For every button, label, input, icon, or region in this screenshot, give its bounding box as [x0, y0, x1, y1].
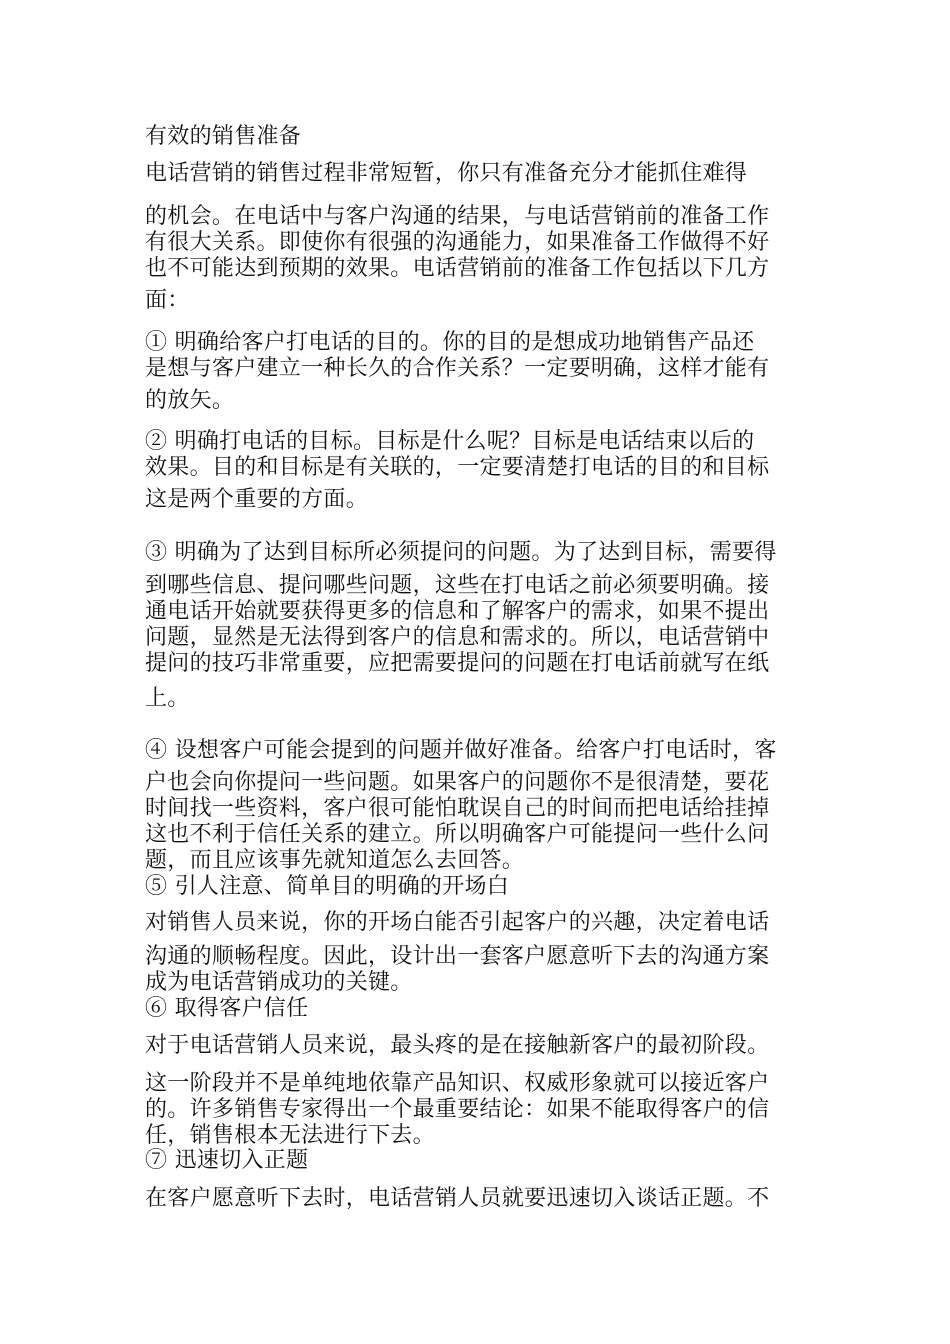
text-line: 电话营销的销售过程非常短暂，你只有准备充分才能抓住难得 — [145, 161, 748, 186]
text-line: 到哪些信息、提问哪些问题，这些在打电话之前必须要明确。接 — [145, 573, 770, 598]
text-line: ④ 设想客户可能会提到的问题并做好准备。给客户打电话时，客 — [145, 738, 777, 763]
text-line: 任，销售根本无法进行下去。 — [145, 1123, 435, 1148]
text-line: 的放矢。 — [145, 388, 235, 413]
text-line: ⑦ 迅速切入正题 — [145, 1148, 309, 1173]
text-line: 问题，显然是无法得到客户的信息和需求的。所以，电话营销中 — [145, 625, 770, 650]
text-line: 对销售人员来说，你的开场白能否引起客户的兴趣，决定着电话 — [145, 910, 770, 935]
document-title: 有效的销售准备 — [145, 124, 302, 149]
text-line: 这是两个重要的方面。 — [145, 487, 369, 512]
text-line: ⑥ 取得客户信任 — [145, 996, 309, 1021]
text-line: 成为电话营销成功的关键。 — [145, 970, 413, 995]
text-line: 这一阶段并不是单纯地依靠产品知识、权威形象就可以接近客户 — [145, 1071, 770, 1096]
text-line: 上。 — [145, 686, 190, 711]
text-line: 时间找一些资料，客户很可能怕耽误自己的时间而把电话给挂掉 — [145, 796, 770, 821]
text-line: 通电话开始就要获得更多的信息和了解客户的需求，如果不提出 — [145, 599, 770, 624]
text-line: 效果。目的和目标是有关联的，一定要清楚打电话的目的和目标 — [145, 455, 770, 480]
text-line: 有很大关系。即使你有很强的沟通能力，如果准备工作做得不好 — [145, 230, 770, 255]
text-line: 对于电话营销人员来说，最头疼的是在接触新客户的最初阶段。 — [145, 1033, 770, 1058]
text-line: 也不可能达到预期的效果。电话营销前的准备工作包括以下几方 — [145, 256, 770, 281]
text-line: ③ 明确为了达到目标所必须提问的问题。为了达到目标，需要得 — [145, 540, 777, 565]
text-line: 在客户愿意听下去时，电话营销人员就要迅速切入谈话正题。不 — [145, 1186, 770, 1211]
text-line: ② 明确打电话的目标。目标是什么呢？目标是电话结束以后的 — [145, 429, 755, 454]
text-line: 的机会。在电话中与客户沟通的结果，与电话营销前的准备工作 — [145, 204, 770, 229]
text-line: 提问的技巧非常重要，应把需要提问的问题在打电话前就写在纸 — [145, 651, 770, 676]
text-line: 题，而且应该事先就知道怎么去回答。 — [145, 848, 525, 873]
text-line: ⑤ 引人注意、简单目的明确的开场白 — [145, 874, 510, 899]
text-line: 是想与客户建立一种长久的合作关系？一定要明确，这样才能有 — [145, 356, 770, 381]
text-line: 的。许多销售专家得出一个最重要结论：如果不能取得客户的信 — [145, 1097, 770, 1122]
text-line: ① 明确给客户打电话的目的。你的目的是想成功地销售产品还 — [145, 330, 755, 355]
text-line: 面： — [145, 288, 190, 313]
text-line: 这也不利于信任关系的建立。所以明确客户可能提问一些什么问 — [145, 822, 770, 847]
text-line: 沟通的顺畅程度。因此，设计出一套客户愿意听下去的沟通方案 — [145, 944, 770, 969]
text-line: 户也会向你提问一些问题。如果客户的问题你不是很清楚，要花 — [145, 770, 770, 795]
